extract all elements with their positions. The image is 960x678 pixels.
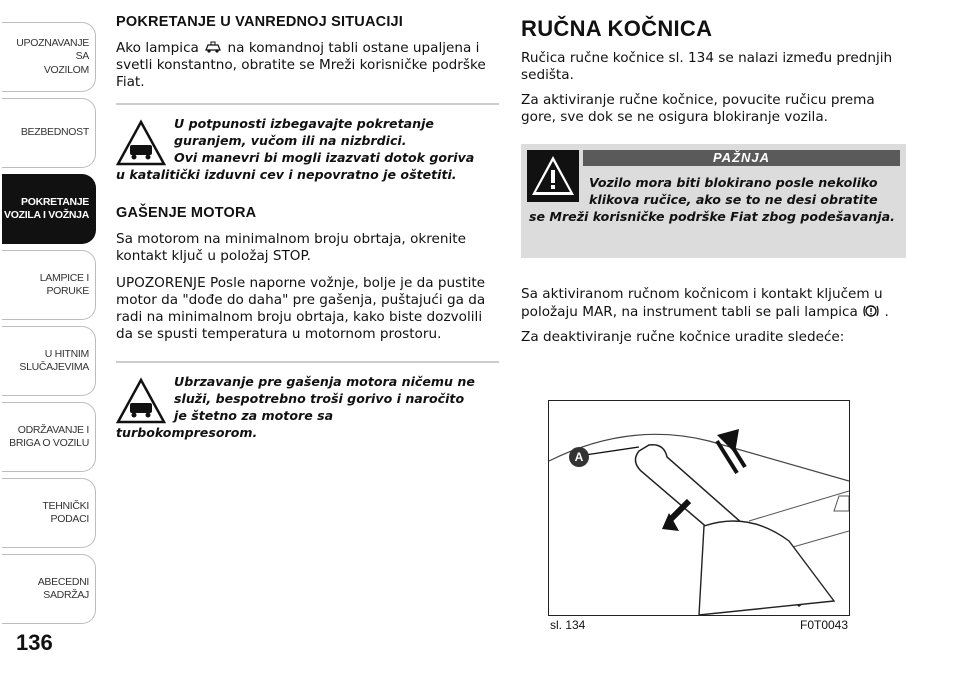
paragraph-activate: Za aktiviranje ručne kočnice, povucite ručicu prema gore, sve dok se ne osigura blokiranje vozila. [521,92,875,125]
warning-triangle-icon [116,377,166,425]
warning-line: turbokompresorom. [116,425,258,440]
paragraph-engine-stop: Sa motorom na minimalnom broju obrtaja, okrenite kontakt ključ u položaj STOP. [116,231,466,264]
figure-code: F0T0043 [800,618,849,632]
page-title: RUČNA KOČNICA [521,16,713,41]
section-heading-emergency-start: POKRETANJE U VANREDNOJ SITUACIJI [116,14,404,30]
attention-label: PAŽNJA [583,150,900,166]
paragraph-location: Ručica ručne kočnice sl. 134 se nalazi između prednjih sedišta. [521,50,893,83]
paragraph-text-end: na komandnoj tabli ostane upaljena i svetli konstantno, obratite se Mreži korisničke podrške Fiat. [116,40,486,90]
warning-triangle-icon [527,150,579,202]
paragraph-text-start: Ako lampica [116,40,199,56]
handbrake-illustration [549,401,849,615]
tab-abecedni[interactable]: ABECEDNI SADRŽAJ [2,554,96,624]
tab-upoznavanje[interactable]: UPOZNAVANJE SA VOZILOM [2,22,96,92]
attention-box [521,144,906,258]
tab-hitni[interactable]: U HITNIM SLUČAJEVIMA [2,326,96,396]
warning-line: Ubrzavanje pre gašenja motora ničemu ne [174,374,475,389]
tab-tehnicki[interactable]: TEHNIČKI PODACI [2,478,96,548]
warning-box-revving [116,361,499,441]
paragraph-warning-cooldown: UPOZORENJE Posle naporne vožnje, bolje je da pustite motor da "dođe do daha" pre gašenja, puštajući ga da radi na minimalnom broju obrtaja, kako biste dozvolili da se spusti temperatura u motornom prostoru. [116,275,486,342]
warning-line: U potpunosti izbegavajte pokretanje [174,116,434,131]
tab-odrzavanje[interactable]: ODRŽAVANJE I BRIGA O VOZILU [2,402,96,472]
section-heading-engine-stop: GAŠENJE MOTORA [116,205,257,221]
engine-immobilizer-icon [203,40,223,55]
warning-box-push-start [116,103,499,183]
figure-callout-a: A [574,450,584,464]
warning-line: služi, bespotrebno troši gorivo i naročito [174,391,465,406]
figure-caption: sl. 134 [550,618,586,632]
right-column [521,14,906,354]
no-push-start-icon [116,119,166,167]
warning-line: je štetno za motore sa [174,408,334,423]
handbrake-figure [548,400,850,616]
left-column [116,14,499,457]
tab-bezbednost[interactable]: BEZBEDNOST [2,98,96,168]
paragraph-indicator-end: . [884,304,889,320]
paragraph-deactivate: Za deaktiviranje ručne kočnice uradite sledeće: [521,329,845,345]
attention-text: Vozilo mora biti blokirano posle nekoliko klikova ručice, ako se to ne desi obratite [589,175,878,207]
paragraph-indicator [521,286,906,321]
paragraph-indicator-text: Sa aktiviranom ručnom kočnicom i kontakt ključem u položaju MAR, na instrument tabli se pali lampica [521,286,883,320]
page-number: 136 [16,630,53,655]
tab-lampice[interactable]: LAMPICE I PORUKE [2,250,96,320]
tab-pokretanje[interactable]: POKRETANJE VOZILA I VOŽNJA [2,174,96,244]
warning-line: guranjem, vučom ili na nizbrdici. [174,133,407,148]
warning-line: u katalitički izduvni cev i nepovratno je oštetiti. [116,167,457,182]
paragraph-emergency [116,40,499,91]
brake-warning-icon [862,303,880,319]
warning-line: Ovi manevri bi mogli izazvati dotok goriva [174,150,475,165]
attention-text-cont: se Mreži korisničke podrške Fiat zbog podešavanja. [529,209,895,224]
